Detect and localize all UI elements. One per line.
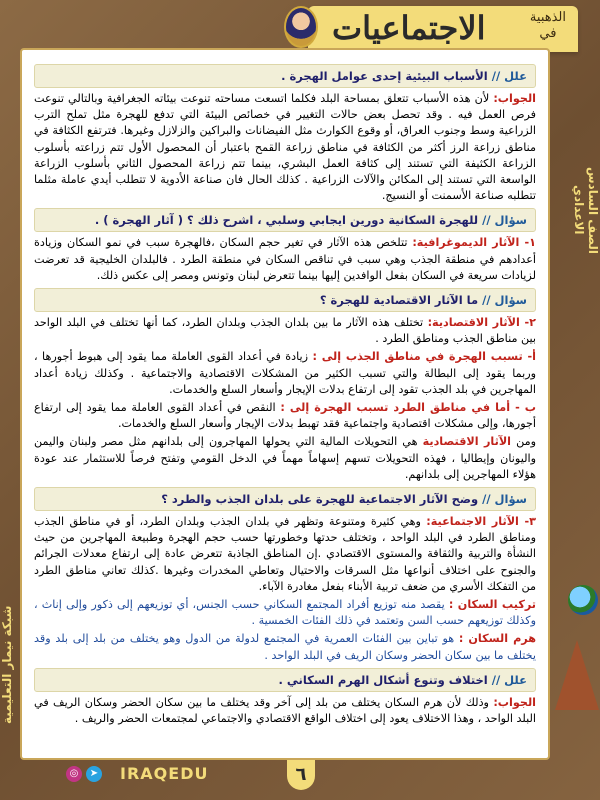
answer-text: وذلك لأن هرم السكان يختلف من بلد إلى آخر وقد يختلف ما بين سكان الحضر وسكان الريف في البلد الواحد ، وهذا الاختلاف يعود إلى اختلاف الواقع الاقتصادي والاجتماعي لمجتمعات الحضر والريف . bbox=[34, 695, 536, 726]
definition-paragraph bbox=[34, 597, 536, 629]
answer-paragraph bbox=[34, 235, 536, 284]
telegram-icon[interactable]: ➤ bbox=[86, 766, 102, 782]
answer-text: زيادة في أعداد القوى العاملة مما يقود إلى هبوط أجورها ، وربما يقود إلى البطالة والتي تسبب الكثير من المشكلات الاقتصادية والاجتماعية . وكذلك زيادة أعداد المهاجرين في بلد الجذب تقود إلى ارتفاع بدلات الإيجار وأسعار السلع والخدمات. bbox=[34, 350, 536, 396]
question-tag: سؤال bbox=[494, 213, 527, 228]
answer-paragraph bbox=[34, 400, 536, 432]
answer-text: النقص في أعداد القوى العاملة مما يقود إلى ارتفاع أجورها، وإلى مشكلات اقتصادية واجتماعية فقد تهبط بدلات الإيجار وأسعار السلع والخدمات. bbox=[34, 401, 536, 431]
answer-label: أ- تسبب الهجرة في مناطق الجذب إلى : bbox=[312, 350, 536, 364]
answer-label: ب - أما في مناطق الطرد تسبب الهجرة إلى : bbox=[280, 401, 536, 415]
content-page bbox=[20, 48, 550, 760]
answer-paragraph bbox=[34, 434, 536, 483]
subtitle-line-2: في bbox=[539, 26, 557, 41]
question-text: الأسباب البيئية إحدى عوامل الهجرة . bbox=[281, 69, 488, 83]
volcano-icon bbox=[555, 640, 599, 710]
question-text: ما الآثار الاقتصادية للهجرة ؟ bbox=[319, 293, 479, 308]
definition-paragraph bbox=[34, 631, 536, 663]
question-separator: // bbox=[487, 69, 501, 83]
page-title: الاجتماعيات bbox=[332, 9, 486, 47]
title-subtitle bbox=[530, 10, 566, 42]
page-number: ٦ bbox=[287, 760, 315, 790]
answer-text: هي التحويلات المالية التي يحولها المهاجرون إلى بلدانهم مثل مصر ولبنان واليمن واليونان وإيطاليا ، فهذه التحويلات تسهم إسهاماً مهماً في الدخل القومي وتفتح فرصاً للاستثمار عند عودة هؤلاء المهاجرين إلى بلدانهم. bbox=[34, 435, 536, 481]
answer-highlight: الآثار الاقتصادية bbox=[422, 435, 512, 449]
question-bar bbox=[34, 64, 536, 88]
question-tag: علل bbox=[504, 672, 527, 687]
answer-paragraph bbox=[34, 514, 536, 595]
definition-label: هرم السكان : bbox=[458, 632, 536, 646]
answer-prefix: ومن bbox=[516, 435, 537, 449]
answer-text: وهي كثيرة ومتنوعة وتظهر في بلدان الجذب وبلدان الطرد، أو في مناطق الجذب ومناطق الطرد في البلد الواحد ، وتختلف حدتها وخطورتها حسب حجم الهجرة وطبيعة المهاجرين من حيث النشأة والتربية والثقافة والمستوى الاقتصادي .إن المناطق الجاذبة تتعرض عادة إلى ارتفاع معدلات الجرائم والجنوح على اختلاف أنواعها مثل السرقات والاحتيال وتعاطي المخدرات وغيرها .كذلك تعاني مناطق الطرد من التفكك الأسري من ضعف تربية الأبناء بفعل مغادرة الآباء. bbox=[34, 515, 536, 593]
answer-paragraph bbox=[34, 695, 536, 727]
question-bar bbox=[34, 208, 536, 232]
answer-paragraph bbox=[34, 315, 536, 347]
instagram-icon[interactable]: ◎ bbox=[66, 766, 82, 782]
title-banner bbox=[308, 6, 578, 52]
answer-text: تتلخص هذه الآثار في تغير حجم السكان ،فالهجرة سبب في نمو السكان وزيادة أعدادهم في منطقة الجذب وهي سبب في تناقص السكان في منطقة الطرد . فالبلدان الخليجية قد تعرضت لزيادات سريعة في السكان بفعل الوافدين إليها بينما تتعرض لبنان وتونس ومصر إلى عكس ذلك. bbox=[34, 236, 536, 282]
question-tag: سؤال bbox=[494, 492, 527, 507]
answer-text: تختلف هذه الآثار ما بين بلدان الجذب وبلدان الطرد، كما أنها تختلف في البلد الواحد بين مناطق الجذب ومناطق الطرد . bbox=[34, 316, 536, 346]
question-text: وضح الآثار الاجتماعية للهجرة على بلدان الجذب والطرد ؟ bbox=[161, 492, 479, 507]
answer-paragraph bbox=[34, 91, 536, 204]
answer-label: ٢- الآثار الاقتصادية: bbox=[427, 316, 536, 330]
answer-label: الجواب: bbox=[493, 92, 536, 105]
question-separator: // bbox=[487, 672, 501, 687]
globe-icon bbox=[568, 585, 598, 615]
question-tag: علل bbox=[504, 69, 527, 83]
definition-text: يقصد منه توزيع أفراد المجتمع السكاني حسب الجنس، أي توزيعهم إلى ذكور وإلى إناث ، وكذلك توزيعهم حسب السن وتعتمد في ذلك الفئات الخمسية . bbox=[34, 598, 536, 628]
footer bbox=[0, 760, 600, 800]
brand-name: IRAQEDU bbox=[120, 764, 209, 783]
question-text: اختلاف وتنوع أشكال الهرم السكاني . bbox=[278, 672, 488, 687]
question-separator: // bbox=[478, 492, 491, 507]
question-separator: // bbox=[478, 293, 491, 308]
question-bar bbox=[34, 487, 536, 511]
question-separator: // bbox=[478, 213, 491, 228]
answer-text: لأن هذه الأسباب تتعلق بمساحة البلد فكلما اتسعت مساحته تنوعت بيئاته الجغرافية وبالتالي تنوعت فرص العمل فيه . وقد تحصل بعض حالات التغيير في خصائص البيئة التي تدفع للهجرة مثل تملح الترب الزراعية وسط وجنوب العراق، أو وقوع الكوارث مثل الفيضانات والبراكين والزلازل وغيرها. فترتفع الكثافة في مناطق زراعة الرز أكثر من الكثافة في مناطق زراعة القمح باعتبار أن المحصول الأول تتم زراعته بأسلوب الزراعة الكثيفة التي تستند إلى كثافة العمل البشري، بينما تتم زراعة المحصول الثاني بأسلوب الزراعة الواسعة التي تستند إلى المكائن والآلات الزراعية . كذلك الحال فان صناعة الأدوية لا تتطلب أيدي عاملة مثلما تتطلبه صناعة الأسمنت أو النسيج. bbox=[34, 92, 536, 203]
answer-label: ٣- الآثار الاجتماعية: bbox=[426, 515, 536, 529]
grade-side-label: الصف السادس الاعدادي bbox=[572, 166, 600, 254]
question-text: للهجرة السكانية دورين ايجابي وسلبي ، اشرح ذلك ؟ ( آثار الهجرة ) . bbox=[94, 213, 479, 228]
answer-label: الجواب: bbox=[493, 695, 536, 709]
question-bar bbox=[34, 288, 536, 312]
answer-paragraph bbox=[34, 349, 536, 398]
answer-label: ١- الآثار الديموغرافية: bbox=[412, 236, 536, 250]
header bbox=[0, 0, 600, 52]
question-tag: سؤال bbox=[494, 293, 527, 308]
network-side-label: شبكة نيمار التعليمية bbox=[0, 605, 14, 725]
subtitle-line-1: الذهبية bbox=[529, 10, 566, 25]
pharaoh-avatar-icon bbox=[284, 6, 318, 48]
definition-label: تركيب السكان : bbox=[448, 598, 536, 612]
question-bar bbox=[34, 668, 536, 692]
definition-text: هو تباين بين الفئات العمرية في المجتمع لدولة من الدول وهو يختلف من بلد إلى بلد وقد يختلف ما بين سكان الحضر وسكان الريف في البلد الواحد . bbox=[34, 632, 536, 662]
